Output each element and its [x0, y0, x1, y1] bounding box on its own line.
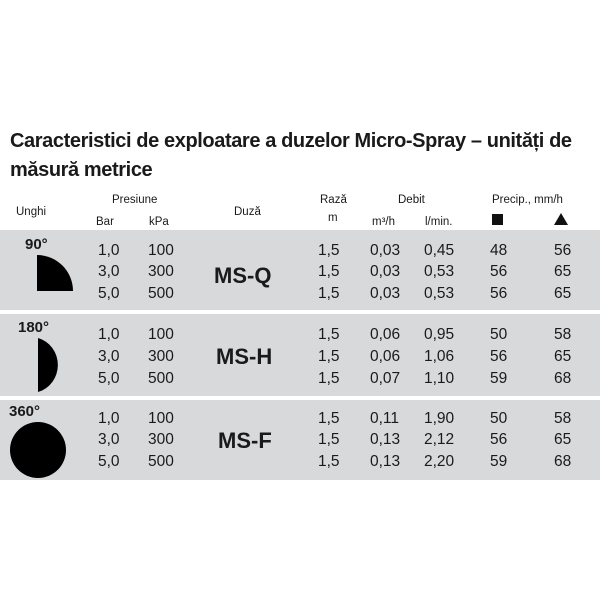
cell-precip-triangle: 65 [554, 348, 572, 365]
square-icon [492, 214, 503, 225]
quarter-circle-icon [35, 253, 75, 293]
cell-precip-square: 48 [490, 242, 508, 259]
cell-bar: 5,0 [98, 285, 120, 302]
cell-kpa: 300 [148, 348, 174, 365]
cell-precip-square: 59 [490, 370, 508, 387]
header-angle: Unghi [16, 206, 47, 218]
cell-flow-lmin: 2,12 [424, 431, 455, 448]
cell-flow-m3h: 0,06 [370, 326, 401, 343]
header-pressure: Presiune [112, 194, 158, 206]
cell-flow-m3h: 0,13 [370, 453, 401, 470]
cell-kpa: 500 [148, 285, 174, 302]
cell-flow-m3h: 0,13 [370, 431, 401, 448]
cell-radius: 1,5 [318, 453, 340, 470]
cell-precip-square: 56 [490, 348, 508, 365]
cell-bar: 1,0 [98, 410, 120, 427]
cell-radius: 1,5 [318, 263, 340, 280]
nozzle-label: MS-F [218, 428, 272, 453]
nozzle-label: MS-Q [214, 263, 272, 288]
header-radius: Rază [320, 194, 347, 206]
cell-kpa: 500 [148, 370, 174, 387]
cell-precip-square: 56 [490, 431, 508, 448]
cell-flow-lmin: 0,53 [424, 263, 455, 280]
cell-flow-m3h: 0,07 [370, 370, 401, 387]
cell-precip-square: 59 [490, 453, 508, 470]
cell-radius: 1,5 [318, 348, 340, 365]
cell-precip-triangle: 56 [554, 242, 572, 259]
cell-bar: 3,0 [98, 263, 120, 280]
cell-precip-square: 56 [490, 263, 508, 280]
cell-bar: 1,0 [98, 242, 120, 259]
cell-bar: 5,0 [98, 453, 120, 470]
cell-precip-triangle: 68 [554, 453, 572, 470]
cell-precip-triangle: 65 [554, 285, 572, 302]
cell-flow-m3h: 0,11 [370, 410, 400, 427]
triangle-icon [554, 213, 568, 225]
header-nozzle: Duză [234, 206, 261, 218]
cell-radius: 1,5 [318, 285, 340, 302]
angle-label: 90° [25, 236, 48, 253]
cell-flow-lmin: 2,20 [424, 453, 455, 470]
cell-flow-m3h: 0,03 [370, 285, 401, 302]
cell-kpa: 300 [148, 263, 174, 280]
group-ms-f [0, 400, 600, 480]
cell-flow-lmin: 0,95 [424, 326, 455, 343]
cell-radius: 1,5 [318, 326, 340, 343]
header-flow-lmin: l/min. [425, 216, 453, 228]
cell-precip-triangle: 65 [554, 431, 572, 448]
header-flow-m3h: m³/h [372, 216, 395, 228]
cell-flow-m3h: 0,03 [370, 242, 401, 259]
cell-flow-lmin: 1,90 [424, 410, 455, 427]
nozzle-label: MS-H [216, 344, 273, 369]
cell-kpa: 100 [148, 242, 174, 259]
cell-radius: 1,5 [318, 242, 340, 259]
header-flow: Debit [398, 194, 425, 206]
cell-precip-triangle: 58 [554, 326, 572, 343]
cell-flow-lmin: 0,53 [424, 285, 455, 302]
cell-flow-lmin: 0,45 [424, 242, 455, 259]
header-bar: Bar [96, 216, 114, 228]
cell-flow-lmin: 1,06 [424, 348, 455, 365]
angle-label: 360° [9, 403, 41, 420]
cell-precip-triangle: 65 [554, 263, 572, 280]
cell-precip-triangle: 58 [554, 410, 572, 427]
cell-bar: 5,0 [98, 370, 120, 387]
cell-precip-square: 56 [490, 285, 508, 302]
group-ms-h [0, 314, 600, 396]
cell-precip-square: 50 [490, 410, 508, 427]
cell-flow-m3h: 0,06 [370, 348, 401, 365]
cell-radius: 1,5 [318, 370, 340, 387]
angle-label: 180° [18, 319, 50, 336]
cell-bar: 3,0 [98, 431, 120, 448]
cell-bar: 1,0 [98, 326, 120, 343]
cell-flow-lmin: 1,10 [424, 370, 455, 387]
cell-bar: 3,0 [98, 348, 120, 365]
cell-kpa: 500 [148, 453, 174, 470]
cell-flow-m3h: 0,03 [370, 263, 401, 280]
header-radius-unit: m [328, 212, 338, 224]
full-circle-icon [9, 421, 67, 479]
table-title: Caracteristici de exploatare a duzelor Micro-Spray – unități de măsură metrice [10, 130, 572, 181]
header-kpa: kPa [149, 216, 169, 228]
group-ms-q [0, 230, 600, 310]
header-precip: Precip., mm/h [492, 194, 563, 206]
cell-precip-square: 50 [490, 326, 508, 343]
cell-kpa: 100 [148, 410, 174, 427]
half-circle-icon [36, 336, 66, 394]
cell-radius: 1,5 [318, 431, 340, 448]
cell-kpa: 100 [148, 326, 174, 343]
cell-precip-triangle: 68 [554, 370, 572, 387]
cell-kpa: 300 [148, 431, 174, 448]
cell-radius: 1,5 [318, 410, 340, 427]
